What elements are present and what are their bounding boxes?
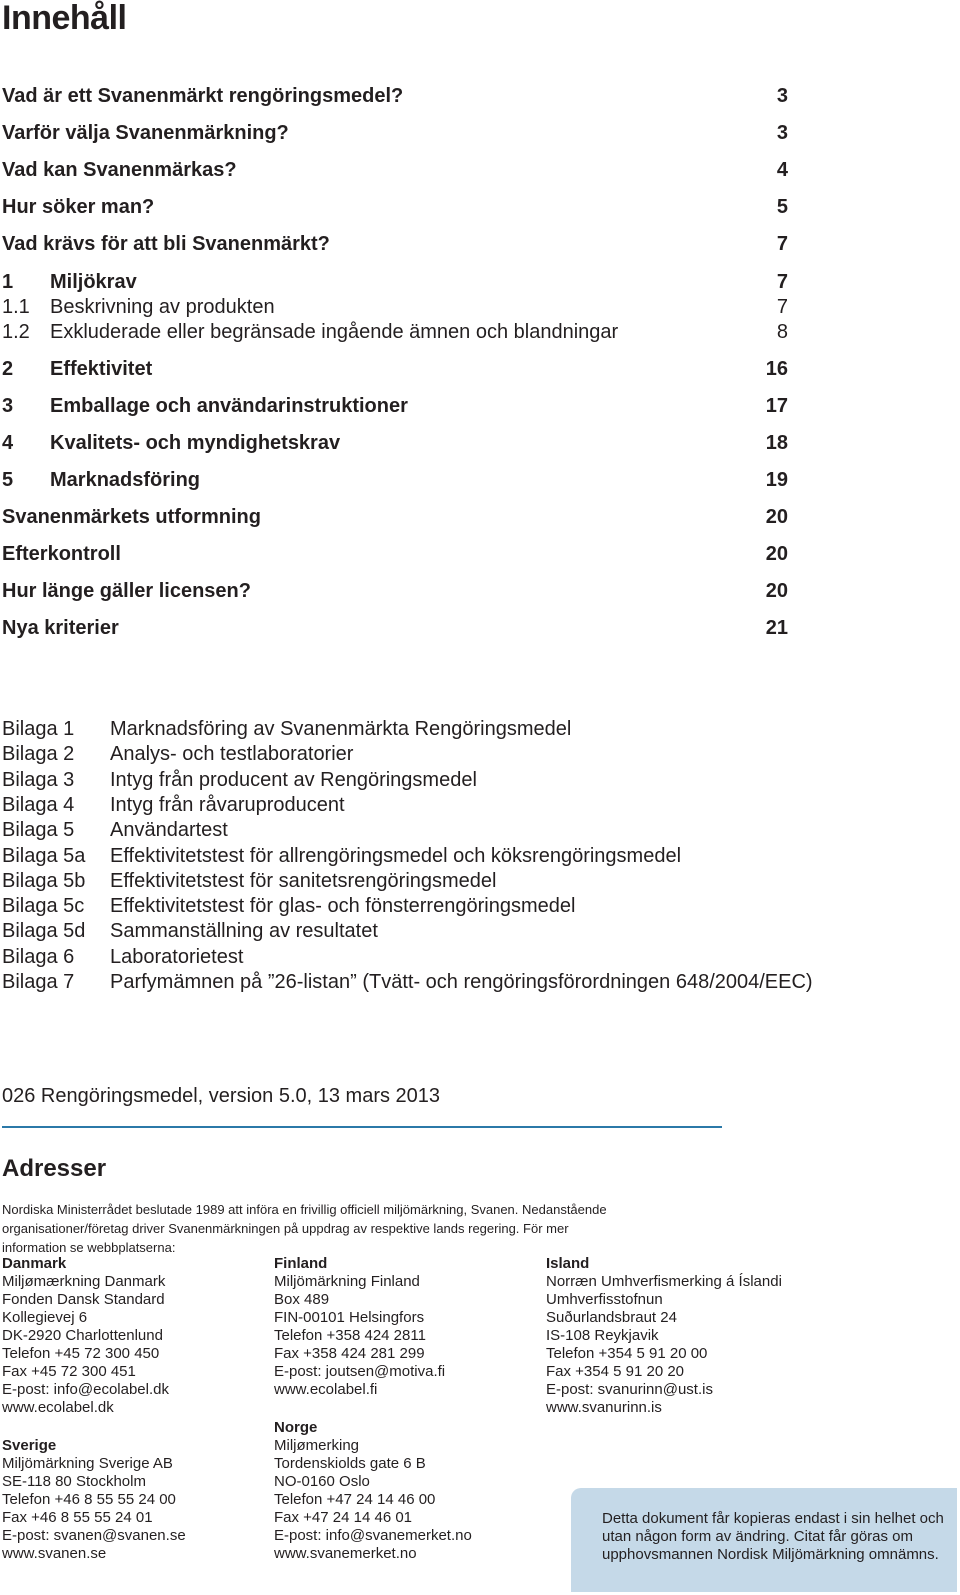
toc-entry-title: Nya kriterier bbox=[2, 617, 119, 639]
appendix-row bbox=[2, 919, 378, 943]
appendix-row bbox=[2, 869, 496, 893]
toc-entry-number: 4 bbox=[2, 432, 14, 454]
toc-entry-label bbox=[2, 295, 275, 319]
appendix-title: Intyg från producent av Rengöringsmedel bbox=[110, 768, 477, 791]
toc-entry-label bbox=[2, 505, 261, 529]
toc-entry-page: 18 bbox=[765, 432, 788, 454]
toc-entry-label bbox=[2, 320, 618, 344]
toc-entry bbox=[2, 357, 788, 381]
office-heading: Norge bbox=[274, 1419, 318, 1436]
toc-entry-title: Beskrivning av produkten bbox=[50, 296, 275, 318]
office-sverige bbox=[2, 1437, 186, 1563]
toc-entry-number: 1 bbox=[2, 271, 14, 293]
appendix-key: Bilaga 5d bbox=[2, 920, 86, 943]
divider-rule bbox=[2, 1126, 722, 1128]
toc-entry-number: 1.1 bbox=[2, 296, 30, 318]
office-line: Fax +354 5 91 20 20 bbox=[546, 1363, 685, 1380]
office-line: E-post: info@ecolabel.dk bbox=[2, 1381, 169, 1398]
toc-entry-title: Miljökrav bbox=[50, 271, 137, 293]
toc-entry-page: 17 bbox=[765, 395, 788, 417]
toc-entry bbox=[2, 295, 788, 319]
appendix-key: Bilaga 1 bbox=[2, 718, 75, 740]
office-line: Telefon +47 24 14 46 00 bbox=[274, 1491, 436, 1508]
toc-entry bbox=[2, 320, 788, 344]
office-line: Tordenskiolds gate 6 B bbox=[274, 1455, 426, 1472]
toc-entry-label bbox=[2, 468, 200, 492]
toc-entry bbox=[2, 542, 788, 566]
appendix-row bbox=[2, 945, 243, 969]
toc-entry-page: 16 bbox=[765, 358, 788, 380]
office-line: Miljömärkning Sverige AB bbox=[2, 1455, 173, 1472]
office-line: Telefon +354 5 91 20 00 bbox=[546, 1345, 708, 1362]
toc-entry-page: 8 bbox=[776, 321, 788, 343]
appendix-row bbox=[2, 970, 813, 994]
toc-entry-title: Hur söker man? bbox=[2, 196, 155, 218]
toc-entry bbox=[2, 232, 788, 256]
office-heading: Finland bbox=[274, 1255, 328, 1272]
toc-entry-label bbox=[2, 121, 289, 145]
office-line: Norræn Umhverfismerking á Íslandi bbox=[546, 1273, 782, 1290]
office-line: Kollegievej 6 bbox=[2, 1309, 88, 1326]
toc-entry-page: 3 bbox=[776, 122, 788, 144]
appendix-key: Bilaga 5c bbox=[2, 895, 85, 918]
toc-entry-page: 20 bbox=[765, 543, 788, 565]
office-line: Fax +47 24 14 46 01 bbox=[274, 1509, 413, 1526]
toc-entry bbox=[2, 468, 788, 492]
toc-entry-page: 19 bbox=[765, 469, 788, 491]
toc-entry-label bbox=[2, 431, 340, 455]
office-heading: Island bbox=[546, 1255, 590, 1272]
appendix-key: Bilaga 5 bbox=[2, 819, 75, 842]
toc-entry-number: 1.2 bbox=[2, 321, 30, 343]
office-line: www.svanen.se bbox=[2, 1545, 107, 1562]
office-line: Telefon +45 72 300 450 bbox=[2, 1345, 160, 1362]
toc-entry bbox=[2, 579, 788, 603]
appendix-key: Bilaga 4 bbox=[2, 793, 75, 816]
toc-entry-label bbox=[2, 616, 119, 640]
toc-entry-page: 3 bbox=[776, 85, 788, 107]
appendix-key: Bilaga 6 bbox=[2, 945, 75, 968]
office-line: Miljömärkning Finland bbox=[274, 1273, 420, 1290]
office-line: DK-2920 Charlottenlund bbox=[2, 1327, 163, 1344]
toc-entry-label bbox=[2, 357, 152, 381]
appendix-row bbox=[2, 844, 681, 868]
toc-entry-label bbox=[2, 579, 251, 603]
office-norge bbox=[274, 1419, 472, 1563]
appendix-key: Bilaga 5b bbox=[2, 869, 86, 892]
toc-entry-label bbox=[2, 542, 121, 566]
appendix-key: Bilaga 5a bbox=[2, 844, 86, 867]
toc-entry-label bbox=[2, 270, 137, 294]
toc-entry-number: 3 bbox=[2, 395, 14, 417]
toc-entry-label bbox=[2, 232, 330, 256]
office-line: NO-0160 Oslo bbox=[274, 1473, 370, 1490]
appendix-row bbox=[2, 894, 575, 918]
toc-entry-label bbox=[2, 195, 154, 219]
office-finland bbox=[274, 1255, 445, 1399]
office-line: E-post: info@svanemerket.no bbox=[274, 1527, 472, 1544]
toc-entry-title: Vad krävs för att bli Svanenmärkt? bbox=[2, 233, 330, 255]
office-line: Suðurlandsbraut 24 bbox=[546, 1309, 677, 1326]
toc-entry bbox=[2, 158, 788, 182]
appendix-row bbox=[2, 768, 477, 792]
appendix-title: Analys- och testlaboratorier bbox=[110, 743, 354, 766]
toc-entry-label bbox=[2, 394, 408, 418]
toc-entry-title: Effektivitet bbox=[50, 358, 153, 380]
toc-entry-number: 2 bbox=[2, 358, 14, 380]
appendix-title: Användartest bbox=[110, 819, 228, 842]
toc-entry-page: 5 bbox=[776, 196, 788, 218]
office-line: SE-118 80 Stockholm bbox=[2, 1473, 146, 1490]
toc-entry-page: 7 bbox=[776, 233, 788, 255]
page-title: Innehåll bbox=[2, 0, 127, 37]
toc-entry-page: 20 bbox=[765, 580, 788, 602]
toc-entry bbox=[2, 84, 788, 108]
office-line: Box 489 bbox=[274, 1291, 330, 1308]
toc-entry-label bbox=[2, 158, 237, 182]
toc-entry bbox=[2, 616, 788, 640]
office-line: www.ecolabel.fi bbox=[274, 1381, 378, 1398]
office-line: E-post: svanurinn@ust.is bbox=[546, 1381, 713, 1398]
office-line: www.svanurinn.is bbox=[546, 1399, 662, 1416]
appendix-key: Bilaga 2 bbox=[2, 743, 75, 766]
toc-entry-page: 4 bbox=[776, 159, 788, 181]
addresses-intro: Nordiska Ministerrådet beslutade 1989 att införa en frivillig officiell miljömärkning, Svanen. Nedanstående organisationer/företag driver Svanenmärkningen på uppdrag av respektive lands regering. För mer information se webbplatserna: bbox=[2, 1202, 607, 1255]
office-line: E-post: joutsen@motiva.fi bbox=[274, 1363, 446, 1380]
copy-notice-text: Detta dokument får kopieras endast i sin helhet och utan någon form av ändring. Citat får göras om upphovsmannen Nordisk Miljömärkning omnämns. bbox=[602, 1510, 944, 1563]
toc-entry-page: 21 bbox=[765, 617, 788, 639]
toc-entry-title: Varför välja Svanenmärkning? bbox=[2, 122, 289, 144]
appendix-row bbox=[2, 818, 228, 842]
office-line: FIN-00101 Helsingfors bbox=[274, 1309, 425, 1326]
office-island bbox=[546, 1255, 782, 1417]
toc-entry-page: 7 bbox=[776, 296, 788, 318]
office-line: www.svanemerket.no bbox=[274, 1545, 417, 1562]
toc-entry-page: 20 bbox=[765, 506, 788, 528]
addresses-heading: Adresser bbox=[2, 1155, 107, 1182]
office-line: E-post: svanen@svanen.se bbox=[2, 1527, 186, 1544]
toc-entry bbox=[2, 195, 788, 219]
office-line: Telefon +46 8 55 55 24 00 bbox=[2, 1491, 176, 1508]
toc-entry-title: Hur länge gäller licensen? bbox=[2, 580, 251, 602]
toc-entry-number: 5 bbox=[2, 469, 14, 491]
appendix-title: Effektivitetstest för sanitetsrengöringsmedel bbox=[110, 869, 497, 892]
office-line: Fonden Dansk Standard bbox=[2, 1291, 165, 1308]
office-line: Miljømerking bbox=[274, 1437, 360, 1454]
appendix-title: Effektivitetstest för allrengöringsmedel och köksrengöringsmedel bbox=[110, 844, 682, 867]
office-line: Umhverfisstofnun bbox=[546, 1291, 663, 1308]
toc-entry-label bbox=[2, 84, 403, 108]
toc-entry bbox=[2, 270, 788, 294]
toc-entry-title: Efterkontroll bbox=[2, 543, 121, 565]
office-line: Miljømærkning Danmark bbox=[2, 1273, 166, 1290]
appendix-row bbox=[2, 717, 571, 741]
toc-entry bbox=[2, 394, 788, 418]
appendix-key: Bilaga 3 bbox=[2, 768, 75, 791]
appendix-title: Parfymämnen på ”26-listan” (Tvätt- och rengöringsförordningen 648/2004/EEC) bbox=[110, 971, 813, 993]
appendix-key: Bilaga 7 bbox=[2, 971, 75, 993]
toc-entry-title: Emballage och användarinstruktioner bbox=[50, 395, 408, 417]
toc-entry bbox=[2, 505, 788, 529]
toc-entry bbox=[2, 431, 788, 455]
toc-entry-title: Marknadsföring bbox=[50, 469, 201, 491]
appendix-title: Laboratorietest bbox=[110, 945, 244, 968]
office-heading: Sverige bbox=[2, 1437, 57, 1454]
appendix-title: Intyg från råvaruproducent bbox=[110, 793, 345, 816]
office-line: IS-108 Reykjavik bbox=[546, 1327, 659, 1344]
toc-entry-title: Kvalitets- och myndighetskrav bbox=[50, 432, 341, 454]
toc-entry bbox=[2, 121, 788, 145]
office-line: Fax +45 72 300 451 bbox=[2, 1363, 136, 1380]
toc-entry-title: Vad kan Svanenmärkas? bbox=[2, 159, 237, 181]
office-heading: Danmark bbox=[2, 1255, 67, 1272]
appendix-row bbox=[2, 742, 353, 766]
appendix-title: Sammanställning av resultatet bbox=[110, 920, 378, 943]
appendix-title: Marknadsföring av Svanenmärkta Rengöringsmedel bbox=[110, 718, 572, 740]
office-line: Telefon +358 424 2811 bbox=[274, 1327, 426, 1344]
toc-entry-title: Exkluderade eller begränsade ingående ämnen och blandningar bbox=[50, 321, 619, 343]
office-line: Fax +358 424 281 299 bbox=[274, 1345, 425, 1362]
version-line: 026 Rengöringsmedel, version 5.0, 13 mars 2013 bbox=[2, 1085, 441, 1107]
toc-entry-title: Svanenmärkets utformning bbox=[2, 506, 261, 528]
office-line: www.ecolabel.dk bbox=[2, 1399, 114, 1416]
office-line: Fax +46 8 55 55 24 01 bbox=[2, 1509, 153, 1526]
toc-entry-title: Vad är ett Svanenmärkt rengöringsmedel? bbox=[2, 85, 404, 107]
office-danmark bbox=[2, 1255, 169, 1417]
appendix-row bbox=[2, 793, 345, 817]
toc-entry-page: 7 bbox=[776, 271, 788, 293]
appendix-title: Effektivitetstest för glas- och fönsterrengöringsmedel bbox=[110, 895, 576, 918]
